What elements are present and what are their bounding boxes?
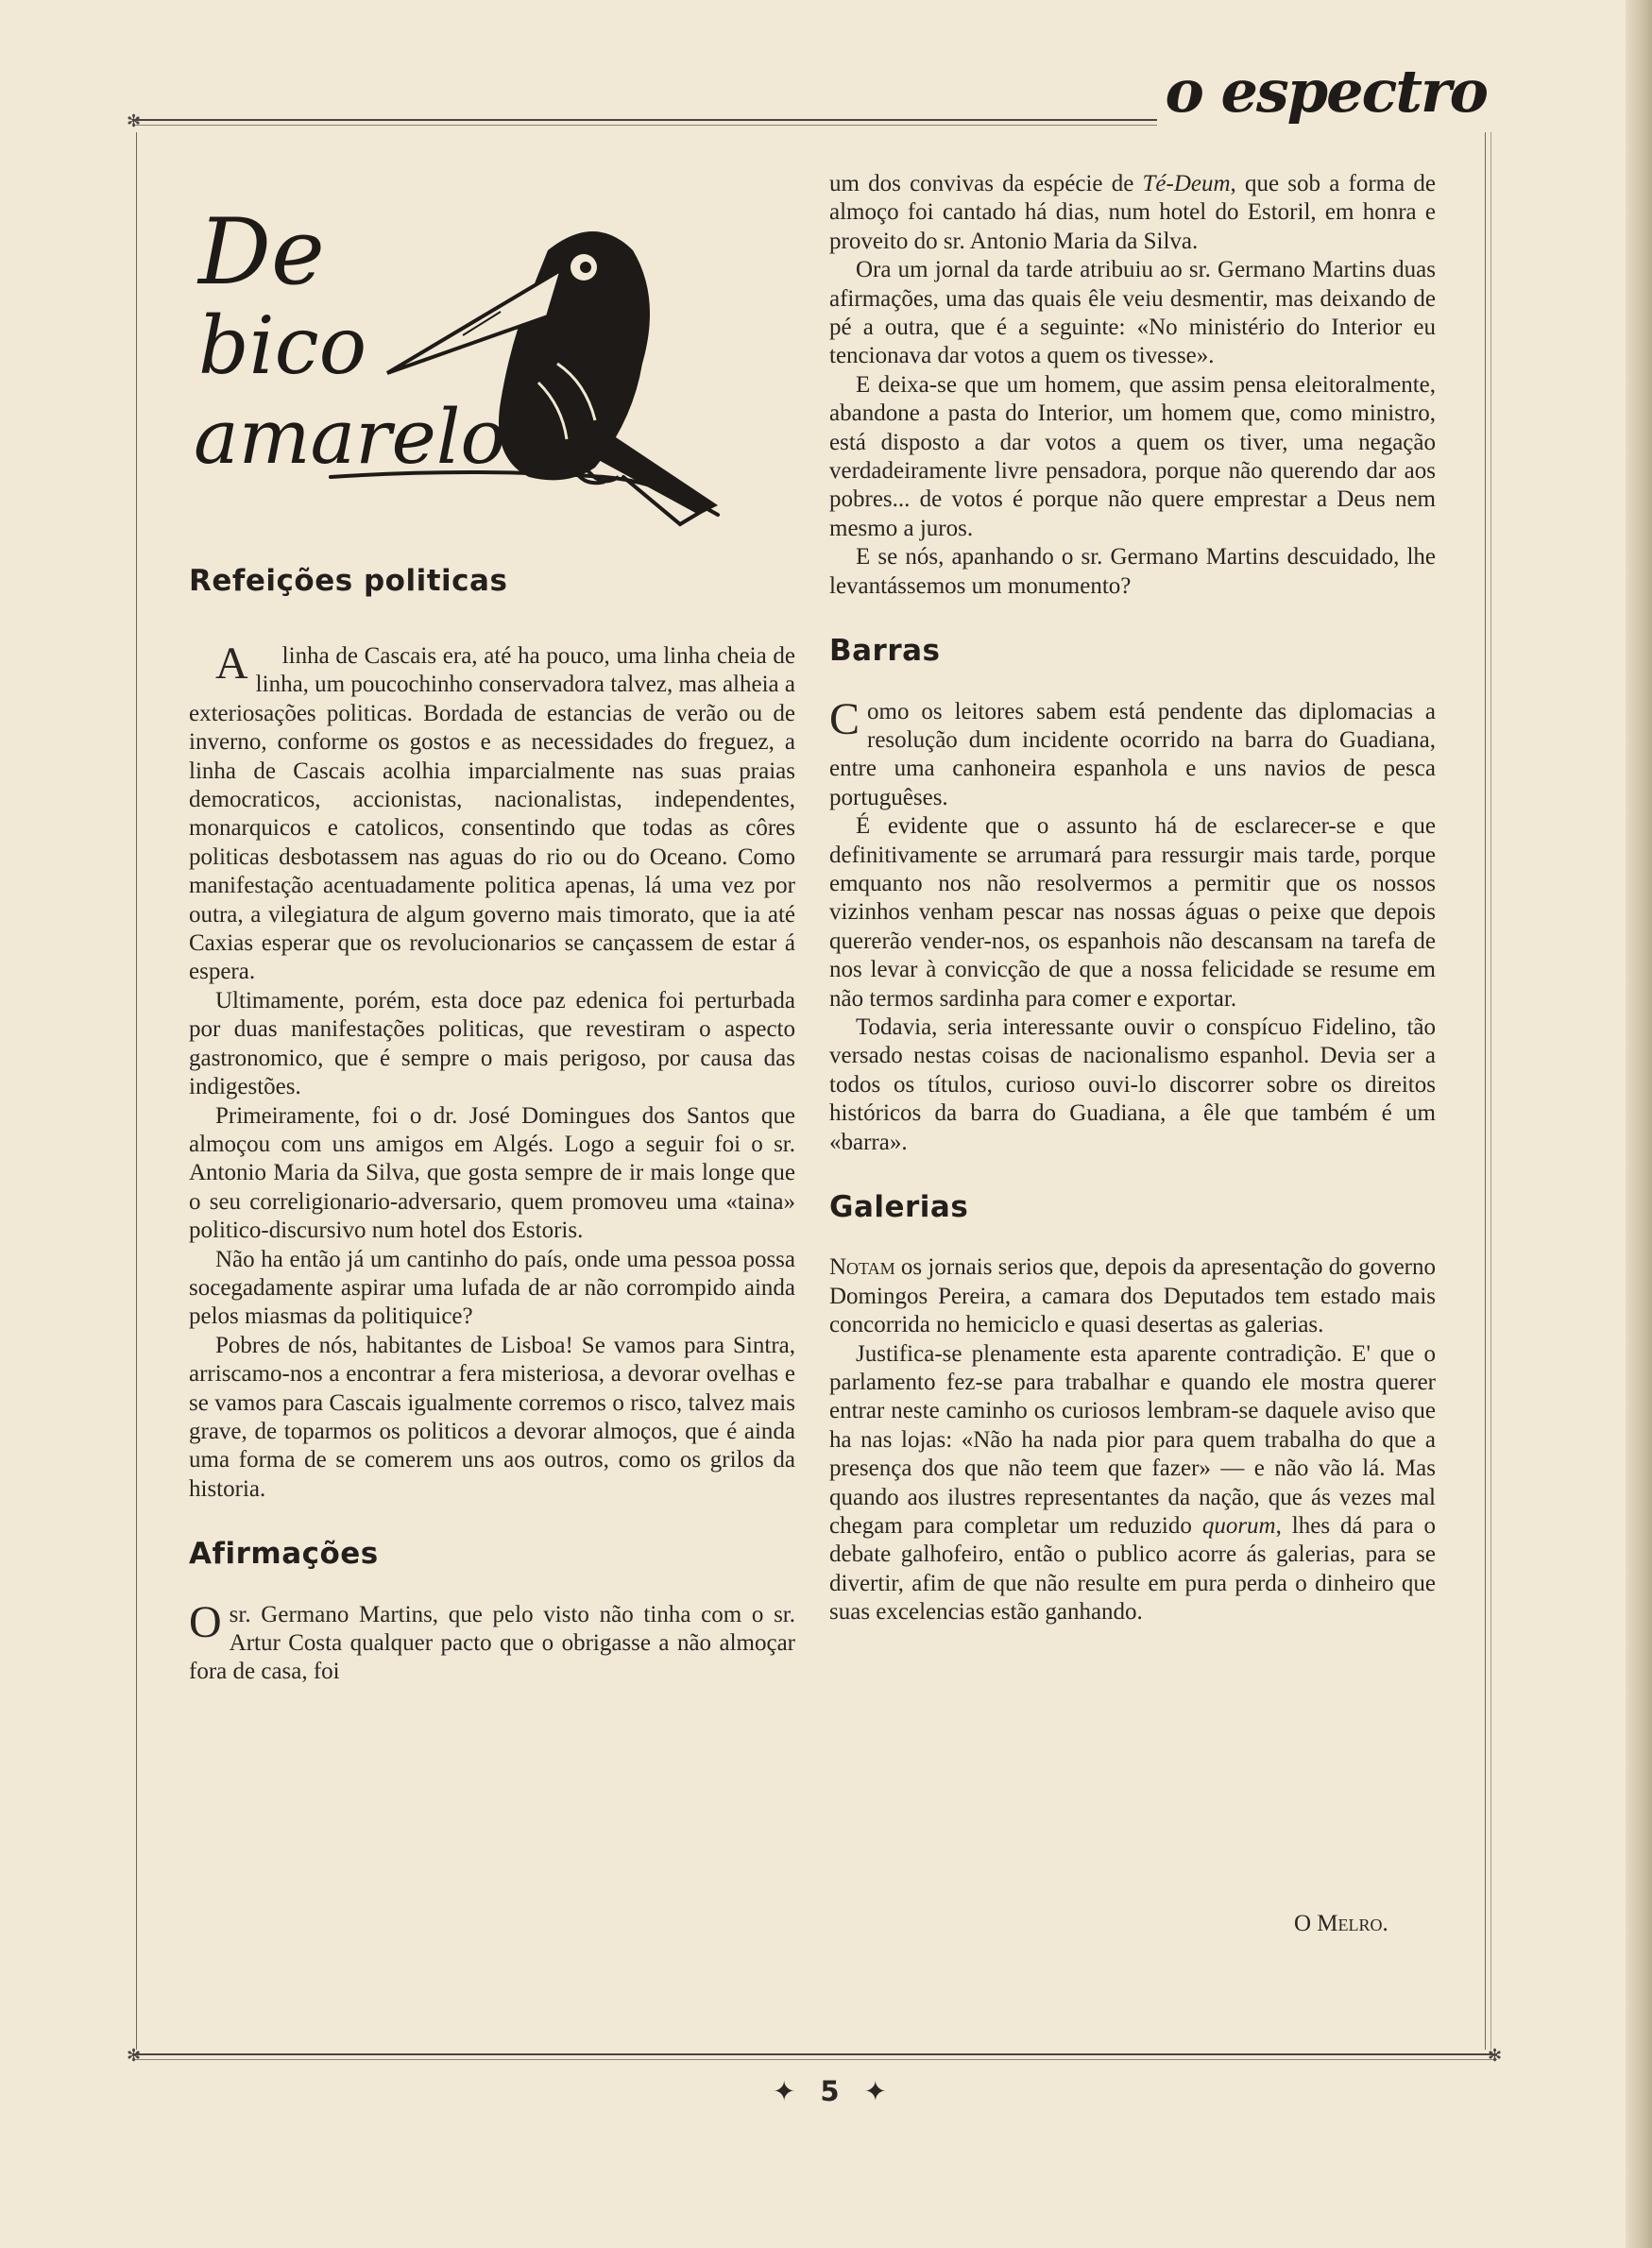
page-binding-edge — [1626, 0, 1652, 2248]
author-signature: O Melro. — [1294, 1911, 1388, 1936]
paragraph: E deixa-se que um homem, que assim pensa eleitoralmente, abandone a pasta do Interior, um homem que, como ministro, está disposto a dar votos a quem os tiver, uma negação verdadeiramente livre pensadora, porque não querendo dar aos pobres... de votos é porque não quere emprestar a Deus nem mesmo a juros. — [829, 371, 1436, 541]
paragraph — [829, 170, 1436, 256]
bottom-rule-thin — [132, 2059, 1497, 2060]
text-run: Justifica-se plenamente esta aparente contradição. E' que o parlamento fez-se para trabalhar e quando ele mostra querer entrar neste caminho os curiosos lembram-se daquele aviso que ha nas lojas: «Não ha nada pior para quem trabalha do que a presença dos que não teem que fazer» — e não vão lá. Mas quando aos ilustres representantes da nação, que ás vezes mal chegam para completar um reduzido — [829, 1340, 1436, 1540]
right-border-line — [1485, 132, 1486, 2050]
paragraph — [829, 1340, 1436, 1627]
paragraph: E se nós, apanhando o sr. Germano Martins descuidado, lhe levantássemos um monumento? — [829, 544, 1436, 599]
masthead-title: o espectro — [1165, 57, 1487, 126]
paragraph: É evidente que o assunto há de esclarecer-se e que definitivamente se arrumará para ressurgir mais tarde, porque emquanto nos não resolvermos a permitir que os nossos vizinhos venham pescar nas nossas águas o peixe que depois quererão vender-nos, os espanhois não descansam na tarefa de nos levar à convicção de que a nossa felicidade se resume em não termos sardinha para comer e exportar. — [829, 813, 1436, 1012]
paragraph: Alinha de Cascais era, até ha pouco, uma linha cheia de linha, um poucochinho conservadora talvez, mas alheia a exteriosações politicas. Bordada de estancias de verão ou de inverno, conforme os gostos e as necessidades do freguez, a linha de Cascais acolhia imparcialmente nas suas praias democraticos, accionistas, nacionalistas, independentes, monarquicos e catolicos, consentindo que todas as côres politicas desbotassem nas aguas do rio ou do Oceano. Como manifestação acentuadamente politica apenas, lá uma vez por outra, a vilegiatura de algum governo mais timorato, que ia até Caxias esperar que os revolucionarios se cançassem de estar á espera. — [189, 639, 795, 985]
paragraph: Ora um jornal da tarde atribuiu ao sr. Germano Martins duas afirmações, uma das quais êle veiu desmentir, mas deixando de pé a outra, que é a seguinte: «No ministério do Interior eu tencionava dar votos a quem os tivesse». — [829, 257, 1436, 369]
paragraph: Todavia, seria interessante ouvir o conspícuo Fidelino, tão versado nestas coisas de nacionalismo espanhol. Devia ser a todos os títulos, curioso ouvi-lo discorrer sobre os direitos históricos da barra do Guadiana, a êle que também é um «barra». — [829, 1013, 1436, 1155]
logo-text-de: De — [198, 199, 325, 305]
paragraph: Primeiramente, foi o dr. José Domingues dos Santos que almoçou com uns amigos em Algés. Logo a seguir foi o sr. Antonio Maria da Silva, que gosta sempre de ir mais longe que o seu correligionario-adversario, quem promoveu uma «taina» politico-discursivo num hotel dos Estoris. — [189, 1102, 795, 1244]
text-run: , que sob a forma de almoço foi cantado há dias, num hotel do Estoril, em honra e proveito do sr. Antonio Maria da Silva. — [829, 171, 1436, 254]
top-rule — [132, 119, 1157, 121]
emphasis-text: Té-Deum — [1142, 171, 1231, 196]
paragraph: Ultimamente, porém, esta doce paz edenica foi perturbada por duas manifestações politicas, que revestiram o aspecto gastronomico, que é sempre o mais perigoso, por causa das indigestões. — [189, 987, 795, 1100]
text-run: um dos convivas da espécie de — [829, 171, 1143, 196]
section-gap — [829, 601, 1436, 637]
blackbird-illustration-icon — [189, 194, 756, 538]
section-heading-afirmacoes — [189, 1537, 795, 1572]
section-title-galerias: Galerias — [829, 1190, 969, 1224]
lead-word: Notam — [829, 1254, 895, 1281]
section-title-afirmacoes: Afirmações — [189, 1537, 379, 1572]
right-column — [829, 170, 1436, 1627]
section-gap — [189, 1504, 795, 1540]
logo-text-amarelo: amarelo — [194, 393, 506, 481]
left-column — [189, 639, 795, 1687]
text-run: , lhes dá para o debate galhofeiro, então o publico acorre ás galerias, para se divertir, afim de que não resulte em pura perda o dinheiro que suas excelencias estão ganhando. — [829, 1513, 1436, 1626]
paragraph: Não ha então já um cantinho do país, onde uma pessoa possa socegadamente aspirar uma lufada de ar não corrompido ainda pelos miasmas da politiquice? — [189, 1246, 795, 1330]
top-rule-thin — [132, 125, 1157, 126]
page-number: ✦ 5 ✦ — [773, 2075, 894, 2107]
logo-text-bico: bico — [198, 299, 367, 392]
section-logo-de-bico-amarelo — [189, 194, 756, 538]
paragraph: Osr. Germano Martins, que pelo visto não tinha com o sr. Artur Costa qualquer pacto que o obrigasse a não almoçar fora de casa, foi — [189, 1596, 795, 1685]
left-border-line — [136, 132, 137, 2050]
corner-ornament-icon: ✻ — [1488, 2046, 1503, 2065]
corner-ornament-icon: ✻ — [127, 2046, 142, 2065]
bottom-rule — [132, 2053, 1497, 2055]
section-title-barras: Barras — [829, 634, 941, 669]
text-run: os jornais serios que, depois da apresentação do governo Domingos Pereira, a camara dos Deputados tem estado mais concorrida no hemiciclo e quasi desertas as galerias. — [829, 1254, 1436, 1338]
emphasis-text: quorum — [1201, 1513, 1276, 1540]
section-heading-barras — [829, 634, 1436, 669]
section-gap — [829, 1157, 1436, 1193]
paragraph: Como os leitores sabem está pendente das diplomacias a resolução dum incidente ocorrido na barra do Guadiana, entre uma canhoneira espanhola e uns navios de pesca portuguêses. — [829, 693, 1436, 810]
paragraph: Pobres de nós, habitantes de Lisboa! Se vamos para Sintra, arriscamo-nos a encontrar a fera misteriosa, a devorar ovelhas e se vamos para Cascais igualmente corremos o risco, talvez mais grave, de toparmos os politicos a devorar almoços, que é ainda uma forma de se comerem uns aos outros, como os grilos da historia. — [189, 1332, 795, 1502]
right-border-line-thin — [1490, 132, 1491, 2050]
section-title-refeicoes: Refeições politicas — [189, 564, 508, 598]
paragraph — [829, 1253, 1436, 1339]
section-heading-galerias — [829, 1190, 1436, 1224]
corner-ornament-icon: ✻ — [127, 111, 142, 130]
